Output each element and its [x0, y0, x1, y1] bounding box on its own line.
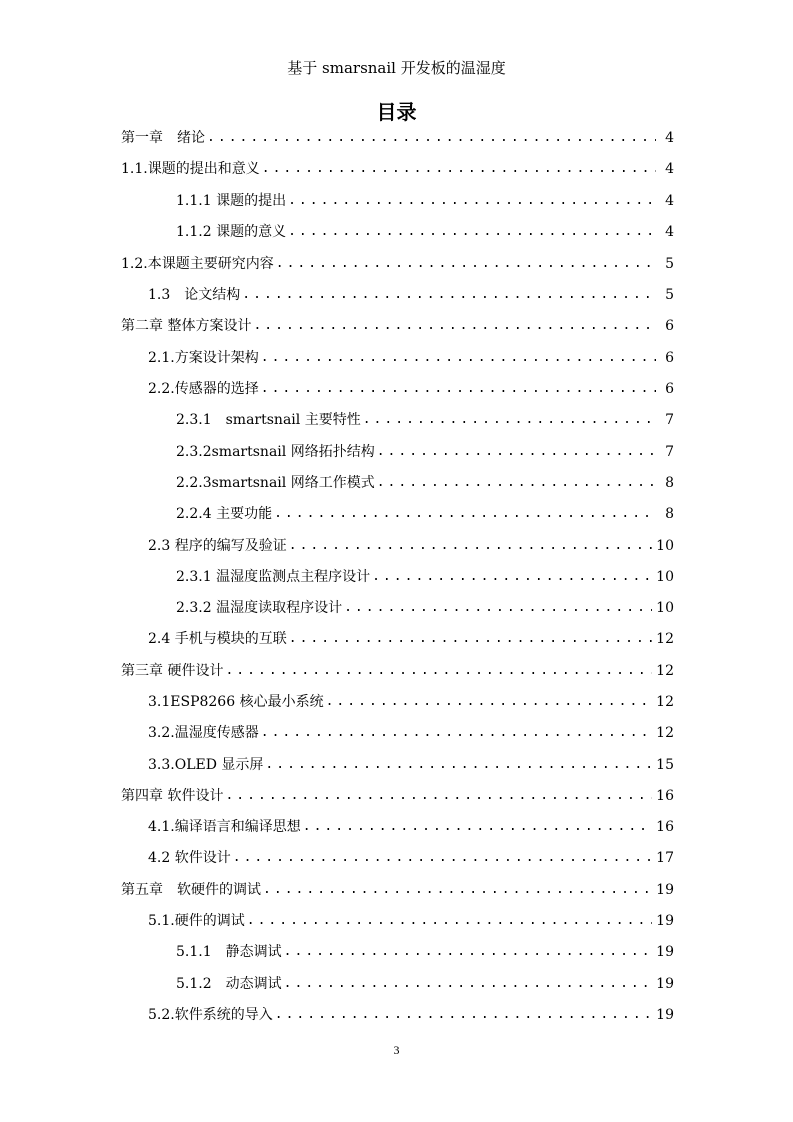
- toc-entry-page: 4: [665, 161, 674, 177]
- toc-entry-label: 第三章 硬件设计: [121, 663, 224, 679]
- toc-entry-label: 2.4 手机与模块的互联: [148, 631, 287, 647]
- toc-entry-page: 17: [656, 850, 674, 866]
- toc-entry-page: 12: [656, 663, 674, 679]
- toc-entry-2-3-2[interactable]: [176, 442, 674, 462]
- toc-title: 目录: [376, 100, 417, 124]
- toc-entry-page: 19: [656, 944, 674, 960]
- dot-leader: [274, 504, 656, 524]
- toc-entry-label: 5.1.1 静态调试: [176, 944, 282, 960]
- page-number: 3: [393, 1043, 400, 1057]
- toc-entry-1-3[interactable]: [148, 285, 674, 305]
- toc-entry-page: 7: [665, 444, 674, 460]
- toc-entry-2-2-3[interactable]: [176, 473, 674, 493]
- toc-entry-page: 8: [665, 475, 674, 491]
- toc-entry-5-1[interactable]: [148, 911, 674, 931]
- toc-entry-page: 6: [665, 381, 674, 397]
- dot-leader: [326, 692, 653, 712]
- toc-entry-page: 12: [656, 694, 674, 710]
- toc-entry-chapter-3[interactable]: [121, 661, 674, 681]
- toc-entry-1-2[interactable]: [121, 254, 674, 274]
- toc-entry-page: 4: [665, 193, 674, 209]
- toc-entry-page: 12: [656, 631, 674, 647]
- toc-entry-label: 2.3.2smartsnail 网络拓扑结构: [176, 444, 375, 460]
- toc-entry-2-2-4[interactable]: [176, 504, 674, 524]
- toc-entry-page: 7: [665, 412, 674, 428]
- toc-entry-page: 16: [656, 819, 674, 835]
- toc-entry-2-3-1b[interactable]: [176, 567, 674, 587]
- toc-entry-label: 第四章 软件设计: [121, 788, 224, 804]
- toc-entry-5-1-1[interactable]: [176, 942, 674, 962]
- toc-entry-label: 2.2.3smartsnail 网络工作模式: [176, 475, 375, 491]
- dot-leader: [289, 536, 652, 556]
- toc-entry-label: 5.1.2 动态调试: [176, 976, 282, 992]
- dot-leader: [247, 911, 652, 931]
- toc-entry-page: 10: [656, 600, 674, 616]
- toc-entry-label: 3.1ESP8266 核心最小系统: [148, 694, 324, 710]
- toc-entry-label: 2.3.1 温湿度监测点主程序设计: [176, 569, 371, 585]
- toc-entry-label: 2.3.1 smartsnail 主要特性: [176, 412, 361, 428]
- toc-entry-label: 4.2 软件设计: [148, 850, 231, 866]
- toc-entry-page: 4: [665, 130, 674, 146]
- toc-entry-2-2[interactable]: [148, 379, 674, 399]
- toc-entry-3-3[interactable]: [148, 755, 674, 775]
- toc-entry-label: 2.2.4 主要功能: [176, 506, 273, 522]
- toc-entry-2-3-1[interactable]: [176, 410, 674, 430]
- toc-entry-page: 19: [656, 913, 674, 929]
- toc-entry-page: 16: [656, 788, 674, 804]
- running-header: 基于 smarsnail 开发板的温湿度: [287, 59, 506, 77]
- dot-leader: [284, 942, 653, 962]
- toc-entry-label: 1.2.本课题主要研究内容: [121, 256, 274, 272]
- toc-entry-label: 2.2.传感器的选择: [148, 381, 259, 397]
- toc-entry-2-1[interactable]: [148, 348, 674, 368]
- dot-leader: [263, 880, 652, 900]
- dot-leader: [344, 598, 652, 618]
- dot-leader: [233, 848, 652, 868]
- toc-entry-page: 19: [656, 976, 674, 992]
- dot-leader: [289, 629, 652, 649]
- toc-entry-2-3[interactable]: [148, 536, 674, 556]
- dot-leader: [261, 379, 656, 399]
- toc-entry-label: 第五章 软硬件的调试: [121, 882, 261, 898]
- toc-entry-chapter-5[interactable]: [121, 880, 674, 900]
- toc-entry-label: 1.1.1 课题的提出: [176, 193, 287, 209]
- dot-leader: [276, 254, 656, 274]
- toc-entry-page: 6: [665, 318, 674, 334]
- toc-entry-chapter-1[interactable]: [121, 128, 674, 148]
- toc-entry-label: 2.1.方案设计架构: [148, 350, 259, 366]
- toc-entry-1-1[interactable]: [121, 159, 674, 179]
- toc-entry-4-2[interactable]: [148, 848, 674, 868]
- dot-leader: [275, 1005, 652, 1025]
- toc-entry-page: 19: [656, 1007, 674, 1023]
- toc-entry-3-2[interactable]: [148, 723, 674, 743]
- toc-entry-page: 10: [656, 538, 674, 554]
- toc-entry-chapter-4[interactable]: [121, 786, 674, 806]
- toc-entry-label: 1.1.2 课题的意义: [176, 224, 287, 240]
- toc-entry-page: 19: [656, 882, 674, 898]
- toc-entry-5-2[interactable]: [148, 1005, 674, 1025]
- toc-entry-label: 第一章 绪论: [121, 130, 205, 146]
- dot-leader: [262, 159, 656, 179]
- dot-leader: [303, 817, 652, 837]
- dot-leader: [225, 661, 652, 681]
- toc-entry-page: 10: [656, 569, 674, 585]
- toc-entry-page: 5: [665, 256, 674, 272]
- toc-entry-2-3-2b[interactable]: [176, 598, 674, 618]
- toc-entry-page: 15: [656, 757, 674, 773]
- toc-entry-2-4[interactable]: [148, 629, 674, 649]
- toc-entry-page: 6: [665, 350, 674, 366]
- dot-leader: [284, 974, 653, 994]
- toc-entry-page: 12: [656, 725, 674, 741]
- toc-entry-1-1-1[interactable]: [176, 191, 674, 211]
- toc-entry-label: 1.1.课题的提出和意义: [121, 161, 260, 177]
- dot-leader: [363, 410, 656, 430]
- toc-entry-label: 5.2.软件系统的导入: [148, 1007, 273, 1023]
- dot-leader: [372, 567, 652, 587]
- toc-entry-3-1[interactable]: [148, 692, 674, 712]
- toc-entry-label: 3.2.温湿度传感器: [148, 725, 259, 741]
- dot-leader: [242, 285, 656, 305]
- dot-leader: [265, 755, 652, 775]
- toc-entry-label: 1.3 论文结构: [148, 287, 241, 303]
- dot-leader: [207, 128, 656, 148]
- dot-leader: [377, 473, 656, 493]
- toc-entry-label: 3.3.OLED 显示屏: [148, 757, 264, 773]
- dot-leader: [261, 723, 652, 743]
- dot-leader: [261, 348, 656, 368]
- dot-leader: [288, 222, 656, 242]
- toc-entry-label: 4.1.编译语言和编译思想: [148, 819, 301, 835]
- dot-leader: [253, 316, 656, 336]
- toc-entry-chapter-2[interactable]: [121, 316, 674, 336]
- toc-entry-page: 4: [665, 224, 674, 240]
- dot-leader: [225, 786, 652, 806]
- toc-entry-label: 5.1.硬件的调试: [148, 913, 245, 929]
- toc-entry-label: 第二章 整体方案设计: [121, 318, 252, 334]
- toc-entry-label: 2.3.2 温湿度读取程序设计: [176, 600, 343, 616]
- toc-entry-5-1-2[interactable]: [176, 974, 674, 994]
- dot-leader: [288, 191, 656, 211]
- toc-entry-label: 2.3 程序的编写及验证: [148, 538, 287, 554]
- dot-leader: [377, 442, 656, 462]
- toc-entry-4-1[interactable]: [148, 817, 674, 837]
- toc-entry-1-1-2[interactable]: [176, 222, 674, 242]
- toc-entry-page: 8: [665, 506, 674, 522]
- toc-entry-page: 5: [665, 287, 674, 303]
